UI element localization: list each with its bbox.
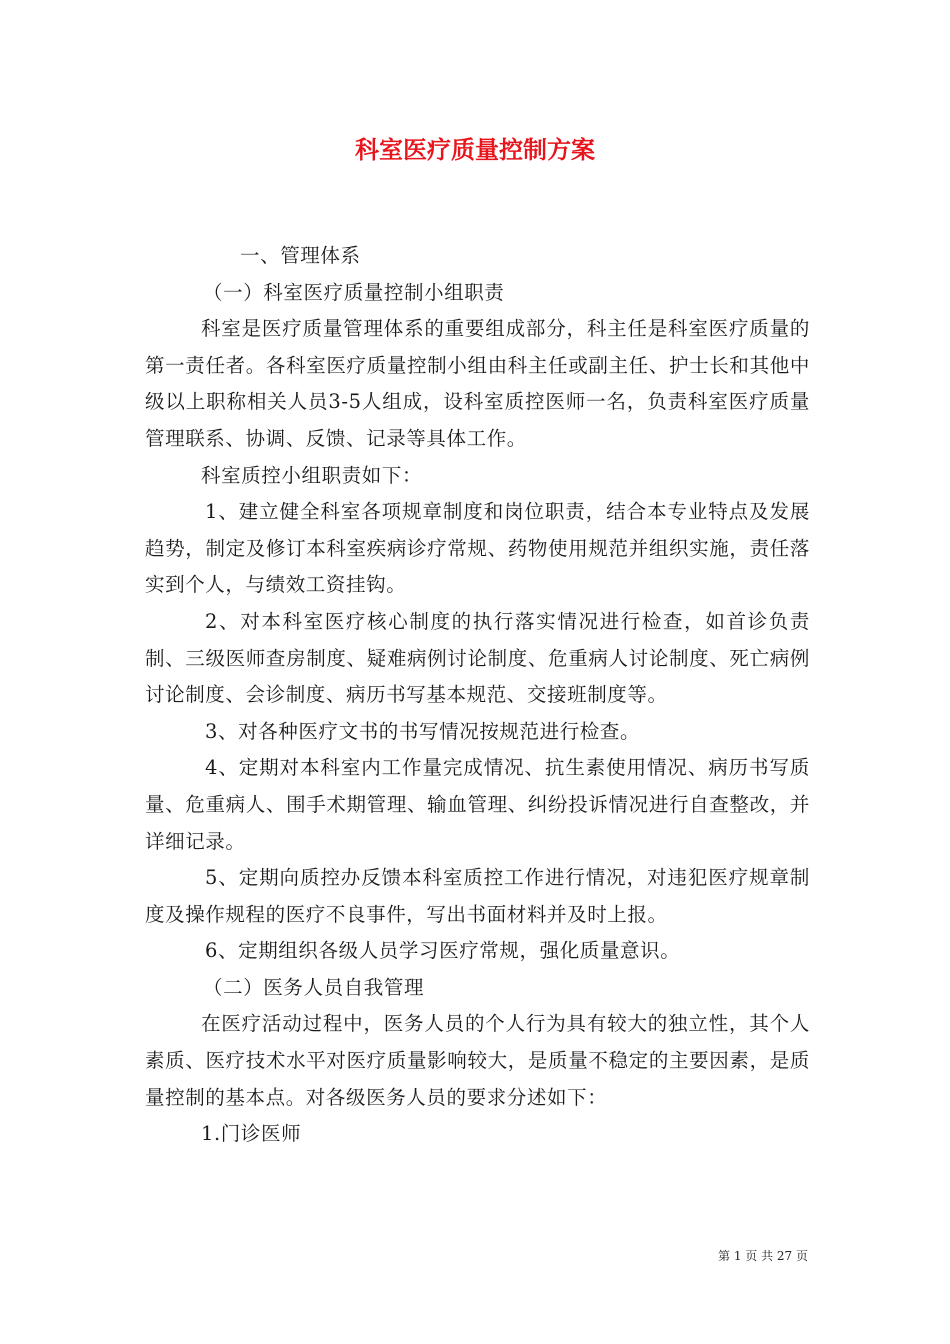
- paragraph-intro: 科室是医疗质量管理体系的重要组成部分，科主任是科室医疗质量的第一责任者。各科室医疗质量控制小组由科主任或副主任、护士长和其他中级以上职称相关人员3-5人组成，设科室质控医师一名，负责科室医疗质量管理联系、协调、反馈、记录等具体工作。: [145, 317, 810, 450]
- list-item-3: 3、对各种医疗文书的书写情况按规范进行检查。: [205, 719, 641, 743]
- section-heading-1: 一、管理体系: [240, 244, 361, 267]
- document-title: 科室医疗质量控制方案: [355, 135, 595, 164]
- list-item-1: 1、建立健全科室各项规章制度和岗位职责，结合本专业特点及发展趋势，制定及修订本科室疾病诊疗常规、药物使用规范并组织实施，责任落实到个人，与绩效工资挂钩。: [145, 500, 810, 597]
- list-item-5: 5、定期向质控办反馈本科室质控工作进行情况，对违犯医疗规章制度及操作规程的医疗不良事件，写出书面材料并及时上报。: [145, 866, 810, 926]
- paragraph-staff: 在医疗活动过程中，医务人员的个人行为具有较大的独立性，其个人素质、医疗技术水平对医疗质量影响较大，是质量不稳定的主要因素，是质量控制的基本点。对各级医务人员的要求分述如下：: [145, 1012, 810, 1109]
- page-number: 第 1 页 共 27 页: [718, 1249, 808, 1263]
- list-item-2: 2、对本科室医疗核心制度的执行落实情况进行检查，如首诊负责制、三级医师查房制度、疑难病例讨论制度、危重病人讨论制度、死亡病例讨论制度、会诊制度、病历书写基本规范、交接班制度等。: [145, 609, 810, 707]
- paragraph-duties-lead: 科室质控小组职责如下：: [201, 463, 423, 487]
- subsection-heading-2: （二）医务人员自我管理: [203, 975, 425, 999]
- list-item-6: 6、定期组织各级人员学习医疗常规，强化质量意识。: [205, 939, 681, 963]
- item-outpatient-doctor: 1.门诊医师: [201, 1122, 302, 1146]
- list-item-4: 4、定期对本科室内工作量完成情况、抗生素使用情况、病历书写质量、危重病人、围手术期管理、输血管理、纠纷投诉情况进行自查整改，并详细记录。: [145, 756, 810, 853]
- subsection-heading-1: （一）科室医疗质量控制小组职责: [203, 280, 505, 304]
- document-body: [145, 238, 810, 1153]
